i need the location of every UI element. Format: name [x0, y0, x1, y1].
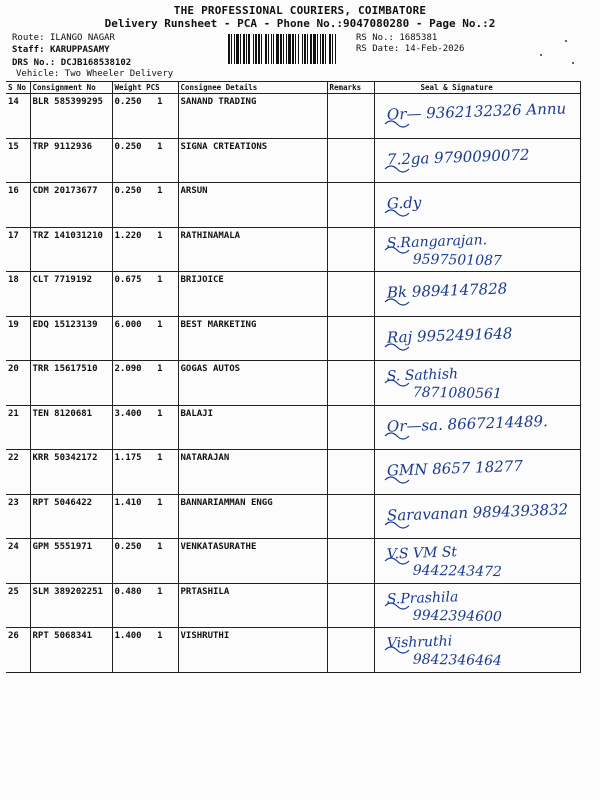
sno-value: 14 [8, 97, 19, 107]
weight-value: 0.250 [114, 542, 142, 552]
company-title: THE PROFESSIONAL COURIERS, COIMBATORE [173, 4, 427, 17]
cell-signature [374, 628, 580, 673]
barcode-bar [313, 34, 316, 64]
consignee-name: GOGAS AUTOS [180, 364, 241, 374]
cell-signature [374, 272, 580, 317]
barcode-bar [243, 34, 245, 64]
route-label: Route: [12, 33, 45, 43]
cell-signature [374, 183, 580, 228]
signature-text: S.Rangarajan. [386, 231, 487, 252]
consignment-no: RPT 5046422 [32, 497, 93, 508]
barcode-bar [255, 34, 257, 64]
barcode-bar [304, 34, 306, 64]
cell-signature [374, 361, 580, 406]
cell-weight-pcs [112, 94, 178, 139]
consignment-no: SLM 389202251 [32, 586, 103, 597]
cell-consignee [178, 583, 327, 628]
staff-value: KARUPPASAMY [49, 45, 110, 55]
col-remarks-header: Remarks [327, 82, 374, 94]
sno-value: 18 [8, 275, 19, 285]
weight-value: 0.250 [114, 186, 142, 196]
consignee-name: ARSUN [180, 186, 208, 196]
barcode-bar [248, 34, 250, 64]
sno-value: 16 [8, 186, 19, 196]
handwritten-signature [375, 628, 525, 672]
rs-date-value: 14-Feb-2026 [404, 44, 465, 54]
rs-no-label: RS No.: [356, 33, 394, 43]
cell-consignment-no [30, 583, 112, 628]
pcs-value: 1 [157, 542, 163, 552]
signature-text: Raj 9952491648 [386, 323, 513, 347]
barcode-bar [268, 34, 269, 64]
cell-sno [6, 628, 30, 673]
table-row [6, 494, 580, 539]
signature-text: 9442243472 [412, 562, 502, 581]
drs-line [12, 58, 131, 68]
sno-value: 20 [8, 364, 19, 374]
handwritten-signature [375, 183, 525, 227]
handwritten-signature [375, 450, 525, 494]
cell-remarks [327, 494, 374, 539]
handwritten-signature [375, 361, 525, 405]
sno-value: 21 [8, 408, 19, 419]
consignee-name: VISHRUTHI [180, 631, 230, 641]
cell-sno [6, 494, 30, 539]
barcode-bar [240, 34, 241, 64]
cell-remarks [327, 405, 374, 450]
weight-value: 1.400 [114, 631, 142, 641]
drs-value: DCJB168538102 [60, 58, 132, 68]
table-row [6, 361, 580, 406]
handwritten-signature [375, 539, 525, 583]
pcs-value: 1 [157, 319, 163, 330]
cell-consignment-no [30, 405, 112, 450]
consignment-no: TRR 15617510 [32, 364, 98, 374]
scan-speck [540, 54, 542, 56]
consignment-no: CLT 7719192 [32, 275, 93, 285]
cell-consignment-no [30, 494, 112, 539]
handwritten-signature [375, 584, 525, 628]
signature-text: S. Sathish [386, 366, 458, 385]
barcode-bar [335, 34, 336, 64]
cell-consignment-no [30, 227, 112, 272]
sno-value: 26 [8, 631, 19, 641]
cell-consignee [178, 227, 327, 272]
cell-signature [374, 539, 580, 584]
cell-consignee [178, 94, 327, 139]
cell-remarks [327, 628, 374, 673]
cell-signature [374, 583, 580, 628]
signature-text: Or— 9362132326 Annu [386, 99, 566, 124]
weight-value: 1.410 [114, 497, 142, 508]
table-row [6, 450, 580, 495]
consignee-name: SANAND TRADING [180, 97, 257, 107]
barcode-bar [320, 34, 321, 64]
consignee-name: BEST MARKETING [180, 319, 257, 330]
barcode-bar [286, 34, 287, 64]
pcs-value: 1 [157, 275, 163, 285]
cell-remarks [327, 539, 374, 584]
signature-text: 9597501087 [412, 251, 502, 269]
cell-consignment-no [30, 272, 112, 317]
vehicle-line [16, 69, 173, 79]
rs-date-line [356, 44, 464, 54]
weight-value: 2.090 [114, 364, 142, 374]
drs-label: DRS No.: [12, 58, 56, 68]
barcode-bar [231, 34, 232, 64]
consignment-no: EDQ 15123139 [32, 319, 98, 330]
table-row [6, 405, 580, 450]
consignment-no: GPM 5551971 [32, 542, 93, 552]
pcs-value: 1 [157, 408, 163, 419]
consignee-name: BRIJOICE [180, 275, 224, 285]
cell-signature [374, 450, 580, 495]
sno-value: 17 [8, 230, 19, 241]
weight-value: 0.250 [114, 141, 142, 152]
cell-sno [6, 316, 30, 361]
consignment-no: TRZ 141031210 [32, 230, 103, 241]
barcode-bar [317, 34, 318, 64]
barcode-bar [295, 34, 296, 64]
sno-value: 24 [8, 542, 19, 552]
col-sno-header: S No [6, 82, 30, 94]
cell-consignment-no [30, 450, 112, 495]
barcode-bar [329, 34, 331, 64]
weight-value: 1.175 [114, 453, 142, 463]
rs-no-value: 1685381 [399, 33, 438, 43]
cell-consignee [178, 450, 327, 495]
barcode-bar [280, 34, 282, 64]
pcs-value: 1 [157, 97, 163, 107]
pcs-value: 1 [157, 141, 163, 152]
cell-sno [6, 361, 30, 406]
rs-date-label: RS Date: [356, 44, 400, 54]
runsheet-table [6, 81, 581, 673]
pcs-value: 1 [157, 364, 163, 374]
cell-weight-pcs [112, 316, 178, 361]
consignment-no: TRP 9112936 [32, 141, 93, 152]
rs-no-line [356, 33, 437, 43]
barcode-bar [246, 34, 247, 64]
cell-signature [374, 494, 580, 539]
consignment-no: CDM 20173677 [32, 186, 98, 196]
cell-consignment-no [30, 316, 112, 361]
table-row [6, 539, 580, 584]
cell-sno [6, 94, 30, 139]
barcode-bar [322, 34, 324, 64]
cell-consignee [178, 628, 327, 673]
cell-consignee [178, 272, 327, 317]
barcode-bar [325, 34, 326, 64]
signature-text: GMN 8657 18277 [386, 456, 523, 480]
cell-signature [374, 94, 580, 139]
sno-value: 25 [8, 586, 19, 597]
cell-consignee [178, 361, 327, 406]
table-header-row [6, 82, 580, 94]
cell-remarks [327, 94, 374, 139]
signature-text: 9942394600 [412, 607, 502, 625]
signature-text: Saravanan 9894393832 [386, 499, 568, 525]
signature-text: Vishruthi [386, 633, 452, 652]
barcode-bar [292, 34, 294, 64]
barcode-bar [273, 34, 274, 64]
cell-weight-pcs [112, 361, 178, 406]
cell-consignee [178, 183, 327, 228]
vehicle-value: Two Wheeler Delivery [64, 69, 174, 79]
cell-sno [6, 183, 30, 228]
signature-text: 7.2ga 9790090072 [386, 145, 530, 169]
col-consignee-header: Consignee Details [178, 82, 327, 94]
cell-consignment-no [30, 628, 112, 673]
handwritten-signature [375, 406, 548, 450]
signature-text: Bk 9894147828 [386, 279, 508, 302]
scan-speck [572, 62, 574, 64]
cell-weight-pcs [112, 272, 178, 317]
cell-sno [6, 272, 30, 317]
weight-value: 1.220 [114, 230, 142, 241]
staff-line [12, 45, 110, 55]
cell-consignment-no [30, 94, 112, 139]
col-consignment-header: Consignment No [30, 82, 112, 94]
col-weight-pcs-header: Weight PCS [112, 82, 178, 94]
cell-signature [374, 405, 580, 450]
table-row [6, 138, 580, 183]
barcode-bar [307, 34, 308, 64]
cell-sno [6, 583, 30, 628]
barcode-bar [298, 34, 299, 64]
barcode-bar [283, 34, 284, 64]
barcode-bar [302, 34, 303, 64]
handwritten-signature [375, 272, 525, 316]
signature-text: 9842346464 [412, 651, 502, 670]
pcs-value: 1 [157, 631, 163, 641]
pcs-value: 1 [157, 453, 163, 463]
cell-weight-pcs [112, 583, 178, 628]
handwritten-signature [375, 495, 568, 539]
cell-weight-pcs [112, 227, 178, 272]
consignment-no: TEN 8120681 [32, 408, 93, 419]
sno-value: 19 [8, 319, 19, 330]
cell-sno [6, 138, 30, 183]
cell-consignee [178, 138, 327, 183]
weight-value: 0.250 [114, 97, 142, 107]
cell-consignment-no [30, 138, 112, 183]
cell-weight-pcs [112, 450, 178, 495]
cell-remarks [327, 450, 374, 495]
cell-sno [6, 227, 30, 272]
cell-remarks [327, 227, 374, 272]
consignment-no: KRR 50342172 [32, 453, 98, 463]
cell-signature [374, 227, 580, 272]
barcode-bar [271, 34, 272, 64]
cell-sno [6, 405, 30, 450]
cell-consignee [178, 405, 327, 450]
barcode-bar [288, 34, 291, 64]
consignee-name: SIGNA CRTEATIONS [180, 141, 268, 152]
cell-remarks [327, 183, 374, 228]
barcode-bar [258, 34, 260, 64]
barcode-bar [310, 34, 312, 64]
consignee-name: BALAJI [180, 408, 214, 419]
cell-consignment-no [30, 183, 112, 228]
table-row [6, 94, 580, 139]
cell-weight-pcs [112, 494, 178, 539]
col-seal-header: Seal & Signature [374, 82, 580, 94]
vehicle-label: Vehicle: [16, 69, 60, 79]
cell-remarks [327, 272, 374, 317]
pcs-value: 1 [157, 230, 163, 241]
cell-sno [6, 450, 30, 495]
cell-weight-pcs [112, 539, 178, 584]
signature-text: Or—sa. 8667214489. [386, 411, 548, 436]
consignment-no: RPT 5068341 [32, 631, 93, 641]
pcs-value: 1 [157, 497, 163, 508]
barcode-image [228, 34, 352, 64]
handwritten-signature [375, 139, 530, 183]
cell-consignee [178, 494, 327, 539]
pcs-value: 1 [157, 186, 163, 196]
cell-remarks [327, 361, 374, 406]
table-row [6, 628, 580, 673]
consignee-name: NATARAJAN [180, 453, 230, 463]
consignment-no: BLR 585399295 [32, 97, 103, 107]
signature-text: V.S VM St [386, 544, 457, 563]
barcode-bar [228, 34, 230, 64]
consignee-name: PRTASHILA [180, 586, 230, 597]
table-row [6, 227, 580, 272]
barcode-bar [265, 34, 267, 64]
signature-text: 7871080561 [412, 384, 502, 403]
cell-weight-pcs [112, 405, 178, 450]
table-row [6, 272, 580, 317]
table-row [6, 583, 580, 628]
signature-text: G.dy [386, 193, 422, 213]
table-row [6, 183, 580, 228]
weight-value: 3.400 [114, 408, 142, 419]
weight-value: 0.675 [114, 275, 142, 285]
cell-weight-pcs [112, 628, 178, 673]
barcode-bar [276, 34, 279, 64]
cell-remarks [327, 316, 374, 361]
cell-consignment-no [30, 361, 112, 406]
staff-label: Staff: [12, 45, 45, 55]
sno-value: 23 [8, 497, 19, 508]
cell-consignee [178, 539, 327, 584]
table-row [6, 316, 580, 361]
consignee-name: RATHINAMALA [180, 230, 241, 241]
consignee-name: VENKATASURATHE [180, 542, 257, 552]
cell-remarks [327, 583, 374, 628]
handwritten-signature [375, 317, 525, 361]
cell-remarks [327, 138, 374, 183]
scan-speck [565, 40, 567, 42]
sno-value: 22 [8, 453, 19, 463]
barcode-bar [332, 34, 333, 64]
consignee-name: BANNARIAMMAN ENGG [180, 497, 273, 508]
cell-signature [374, 316, 580, 361]
cell-consignment-no [30, 539, 112, 584]
route-value: ILANGO NAGAR [49, 33, 115, 43]
barcode-bar [261, 34, 262, 64]
cell-signature [374, 138, 580, 183]
cell-weight-pcs [112, 183, 178, 228]
sno-value: 15 [8, 141, 19, 152]
weight-value: 6.000 [114, 319, 142, 330]
cell-sno [6, 539, 30, 584]
route-line [12, 33, 115, 43]
barcode-bar [234, 34, 235, 64]
cell-weight-pcs [112, 138, 178, 183]
signature-text: S.Prashila [386, 588, 459, 608]
barcode-bar [253, 34, 254, 64]
barcode-bar [236, 34, 239, 64]
runsheet-subtitle: Delivery Runsheet - PCA - Phone No.:9047080280 - Page No.:2 [104, 17, 496, 30]
handwritten-signature [375, 228, 525, 272]
weight-value: 0.480 [114, 586, 142, 597]
cell-consignee [178, 316, 327, 361]
handwritten-signature [375, 94, 566, 138]
pcs-value: 1 [157, 586, 163, 597]
